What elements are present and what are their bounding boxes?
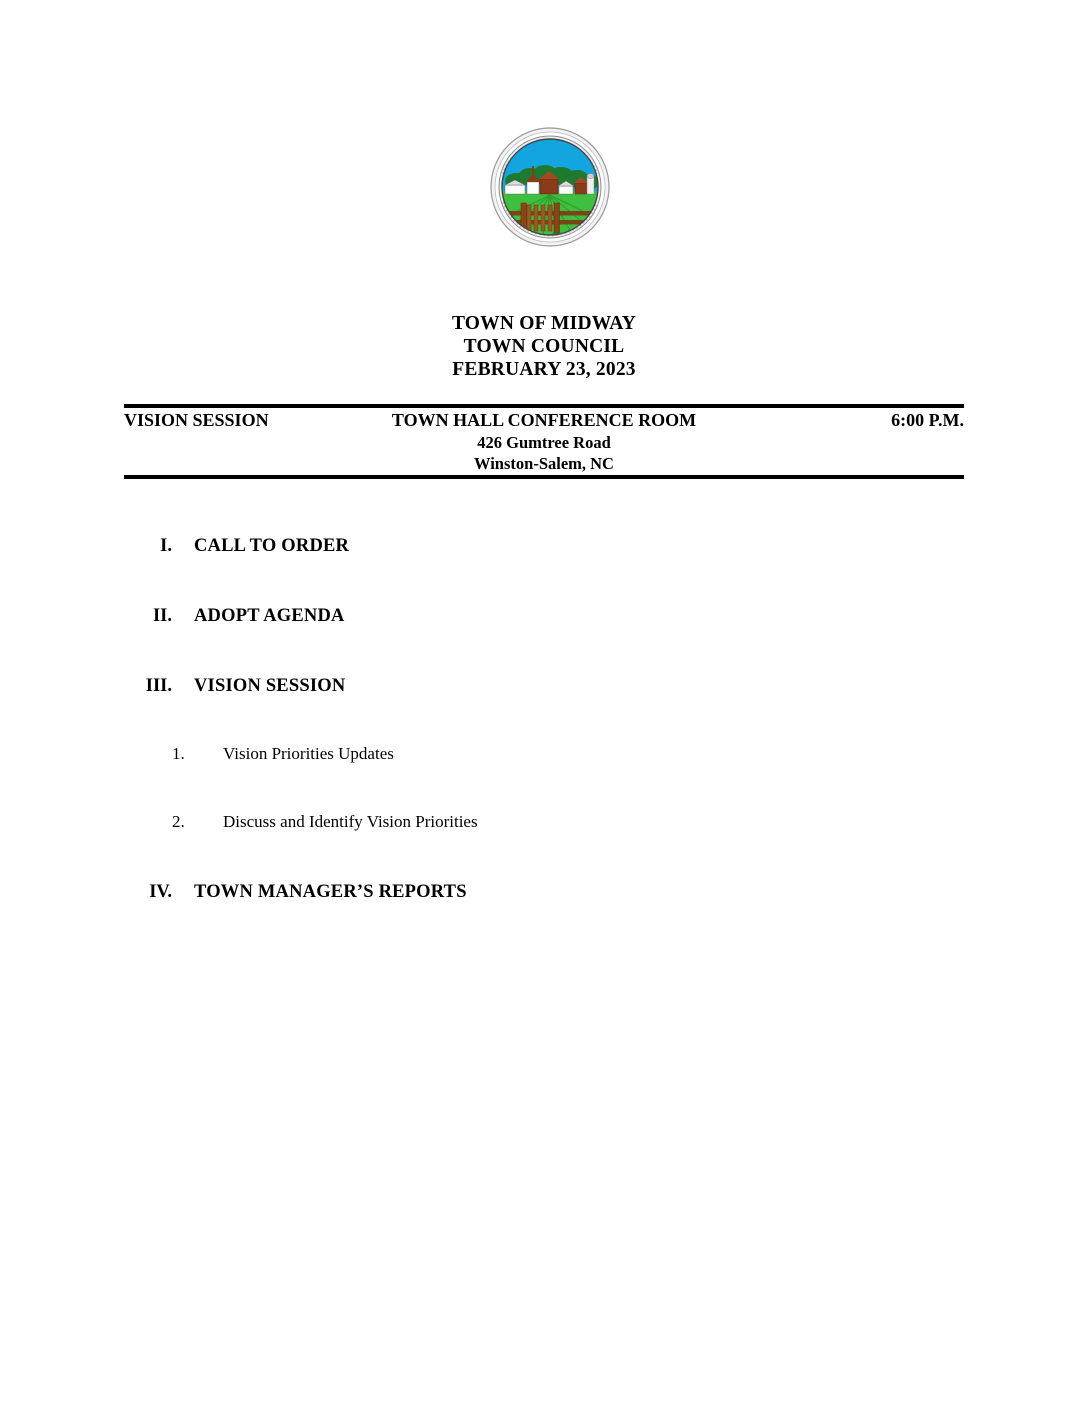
- agenda-item-town-managers-reports: [0, 882, 1088, 918]
- spacer: [0, 712, 1088, 744]
- agenda-numeral: I.: [160, 536, 172, 556]
- header-line-body: TOWN COUNCIL: [463, 336, 625, 357]
- spacer: [0, 848, 1088, 882]
- meeting-info-row: [124, 410, 964, 432]
- agenda-numeral: III.: [145, 676, 172, 696]
- agenda-label: CALL TO ORDER: [194, 536, 350, 556]
- agenda-label: TOWN MANAGER’S REPORTS: [194, 882, 467, 902]
- agenda-item-call-to-order: [0, 536, 1088, 572]
- document-header: [0, 312, 1088, 381]
- meeting-location: TOWN HALL CONFERENCE ROOM: [391, 410, 697, 430]
- spacer: [0, 780, 1088, 812]
- subitem-label: Vision Priorities Updates: [223, 744, 394, 763]
- subitem-label: Discuss and Identify Vision Priorities: [223, 812, 478, 831]
- divider-bottom: [124, 475, 964, 479]
- session-type: VISION SESSION: [124, 410, 269, 430]
- agenda-subitem-discuss-identify-priorities: [0, 812, 1088, 848]
- agenda-numeral: IV.: [149, 882, 172, 902]
- header-line-date: FEBRUARY 23, 2023: [452, 359, 636, 380]
- agenda-label: ADOPT AGENDA: [194, 606, 345, 626]
- meeting-address-line-2: Winston-Salem, NC: [474, 454, 614, 473]
- spacer: [0, 572, 1088, 606]
- subitem-number: 2.: [172, 812, 185, 831]
- meeting-time: 6:00 P.M.: [891, 410, 964, 430]
- agenda-item-adopt-agenda: [0, 606, 1088, 642]
- agenda-label: VISION SESSION: [194, 676, 346, 696]
- agenda-list: [0, 536, 1088, 918]
- meeting-address-line-1: 426 Gumtree Road: [477, 433, 611, 452]
- agenda-numeral: II.: [152, 606, 172, 626]
- town-seal: [483, 119, 617, 255]
- town-seal-icon: [483, 119, 617, 255]
- agenda-item-vision-session: [0, 676, 1088, 712]
- agenda-subitem-vision-priorities-updates: [0, 744, 1088, 780]
- meeting-info-band: [124, 410, 964, 474]
- spacer: [0, 642, 1088, 676]
- header-line-town: TOWN OF MIDWAY: [451, 313, 637, 334]
- subitem-number: 1.: [172, 744, 185, 763]
- divider-top: [124, 404, 964, 408]
